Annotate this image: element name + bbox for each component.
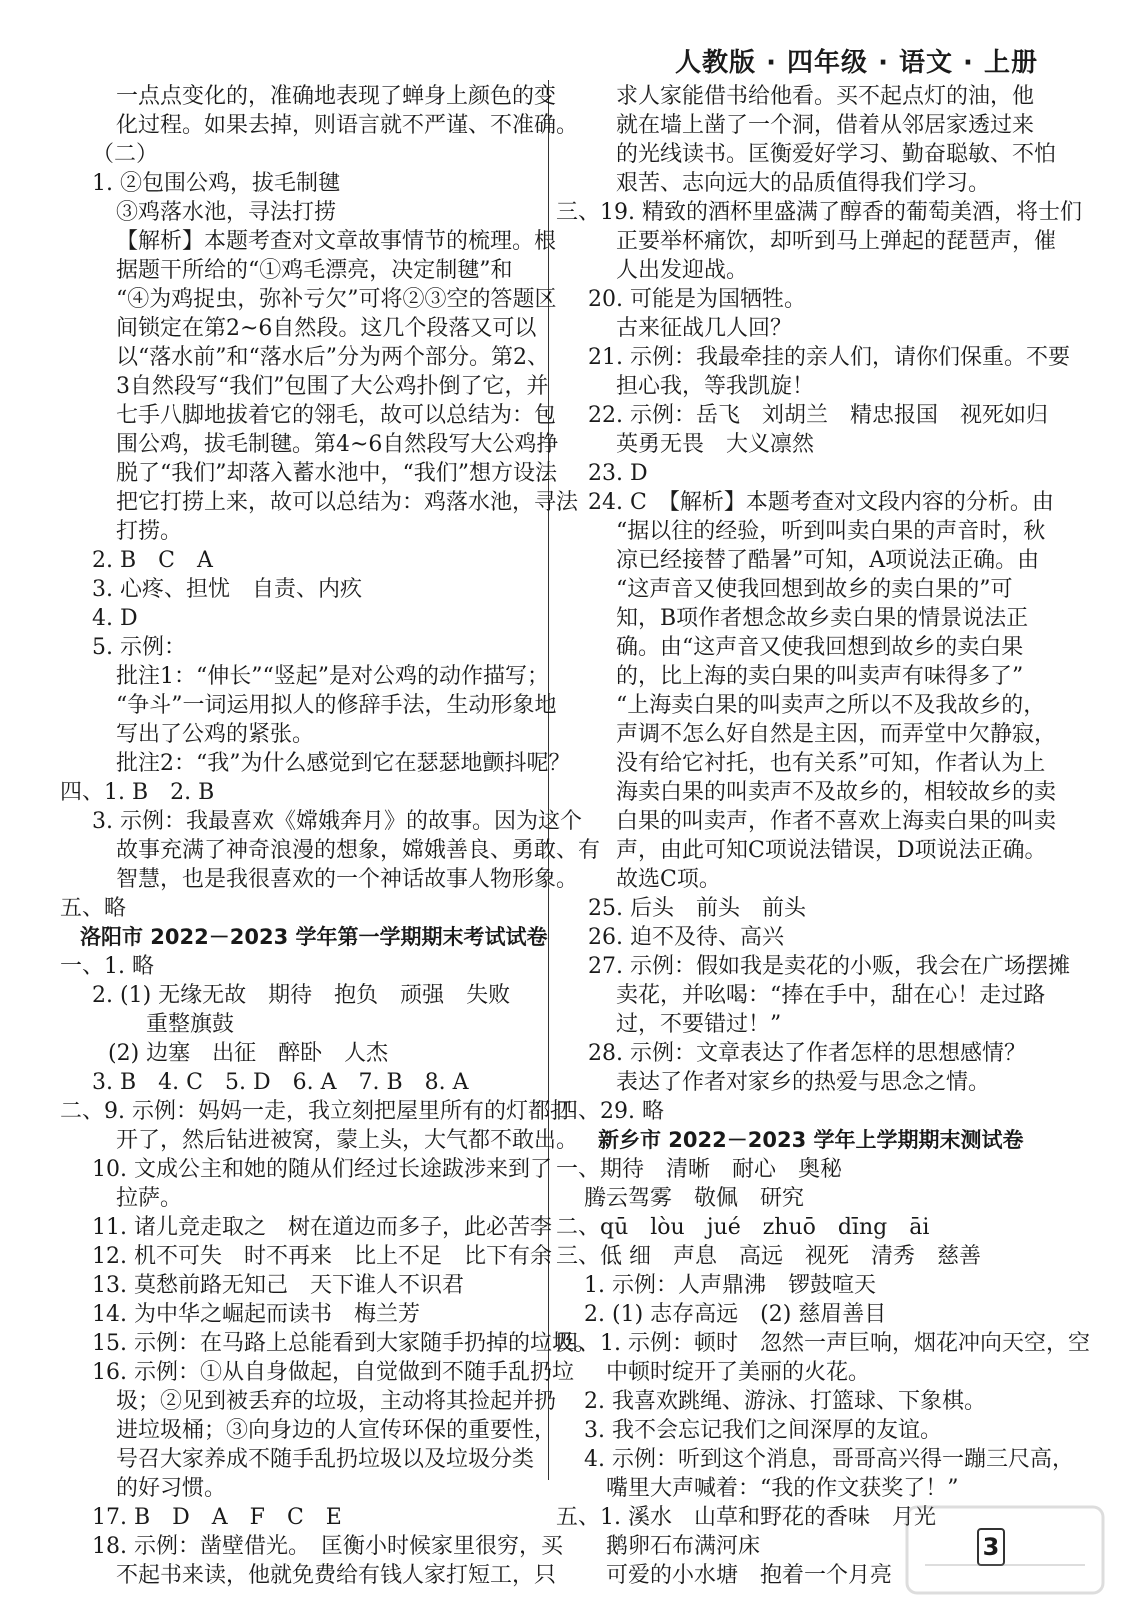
text-line: 26. 迫不及待、高兴 — [588, 925, 784, 950]
text-line: 13. 莫愁前路无知己 天下谁人不识君 — [92, 1273, 464, 1298]
text-line: 声调不怎么好自然是主因，而弄堂中欠静寂， — [616, 722, 1057, 747]
text-line: 三、低 细 声息 高远 视死 清秀 慈善 — [556, 1244, 981, 1269]
text-line: 1. ②包围公鸡，拔毛制毽 — [92, 171, 340, 196]
text-line: “据以往的经验，听到叫卖白果的声音时，秋 — [616, 519, 1046, 544]
text-line: 24. C 【解析】本题考查对文段内容的分析。由 — [588, 490, 1054, 515]
text-line: 2. 我喜欢跳绳、游泳、打篮球、下象棋。 — [584, 1389, 986, 1414]
text-line: 把它打捞上来，故可以总结为：鸡落水池，寻法 — [116, 490, 579, 515]
text-line: 二、qū lòu jué zhuō dīng āi — [556, 1215, 930, 1240]
text-line: 七手八脚地拔着它的翎毛，故可以总结为：包 — [116, 403, 557, 428]
text-line: 一、1. 略 — [60, 954, 154, 979]
text-line: 20. 可能是为国牺牲。 — [588, 287, 806, 312]
text-line: 人出发迎战。 — [616, 258, 749, 283]
text-line: “④为鸡捉虫，弥补亏欠”可将②③空的答题区 — [116, 287, 557, 312]
text-line: 【解析】本题考查对文章故事情节的梳理。根 — [116, 229, 557, 254]
text-line: 4. D — [92, 606, 138, 631]
text-line: 11. 诸儿竞走取之 树在道边而多子，此必苦李 — [92, 1215, 552, 1240]
text-line: 没有给它衬托，也有关系”可知，作者认为上 — [616, 751, 1046, 776]
text-line: 就在墙上凿了一个洞，借着从邻居家透过来 — [616, 113, 1035, 138]
text-line: 中顿时绽开了美丽的火花。 — [606, 1360, 871, 1385]
text-line: 的好习惯。 — [116, 1476, 227, 1501]
text-line: 白果的叫卖声，作者不喜欢上海卖白果的叫卖 — [616, 809, 1057, 834]
text-line: 智慧，也是我很喜欢的一个神话故事人物形象。 — [116, 867, 579, 892]
text-line: 艰苦、志向远大的品质值得我们学习。 — [616, 171, 991, 196]
text-line: 四、1. 示例：顿时 忽然一声巨响，烟花冲向天空，空 — [556, 1331, 1090, 1356]
text-line: 不起书来读，他就免费给有钱人家打短工，只 — [116, 1563, 557, 1588]
text-line: 2. B C A — [92, 548, 213, 573]
text-line: 5. 示例： — [92, 635, 186, 660]
text-line: 号召大家养成不随手乱扔垃圾以及垃圾分类 — [116, 1447, 535, 1472]
text-line: 可爱的小水塘 抱着一个月亮 — [606, 1563, 893, 1588]
text-line: 知，B项作者想念故乡卖白果的情景说法正 — [616, 606, 1029, 631]
text-line: 18. 示例：凿壁借光。 匡衡小时候家里很穷，买 — [92, 1534, 563, 1559]
text-line: 凉已经接替了酷暑”可知，A项说法正确。由 — [616, 548, 1040, 573]
text-line: 卖花，并吆喝：“捧在手中，甜在心！走过路 — [616, 983, 1046, 1008]
text-line: “这声音又使我回想到故乡的卖白果的”可 — [616, 577, 1013, 602]
text-line: (2) 边塞 出征 醉卧 人杰 — [108, 1041, 389, 1066]
text-line: 一、期待 清晰 耐心 奥秘 — [556, 1157, 843, 1182]
text-line: 27. 示例：假如我是卖花的小贩，我会在广场摆摊 — [588, 954, 1070, 979]
text-line: 22. 示例：岳飞 刘胡兰 精忠报国 视死如归 — [588, 403, 1048, 428]
text-line: 写出了公鸡的紧张。 — [116, 722, 315, 747]
book-header: 人教版 · 四年级 · 语文 · 上册 — [675, 48, 1038, 78]
text-line: 16. 示例：①从自身做起，自觉做到不随手乱扔垃 — [92, 1360, 574, 1385]
text-line: 17. B D A F C E — [92, 1505, 342, 1530]
text-line: 正要举杯痛饮，却听到马上弹起的琵琶声，催 — [616, 229, 1057, 254]
text-line: 古来征战几人回？ — [616, 316, 793, 341]
text-line: 腾云驾雾 敬佩 研究 — [584, 1186, 805, 1211]
text-line: 打捞。 — [116, 519, 183, 544]
text-line: 一点点变化的，准确地表现了蝉身上颜色的变 — [116, 84, 557, 109]
text-line: “上海卖白果的叫卖声之所以不及我故乡的， — [616, 693, 1046, 718]
text-line: 2. (1) 无缘无故 期待 抱负 顽强 失败 — [92, 983, 511, 1008]
text-line: 10. 文成公主和她的随从们经过长途跋涉来到了 — [92, 1157, 552, 1182]
text-line: 化过程。如果去掉，则语言就不严谨、不准确。 — [116, 113, 579, 138]
text-line: 五、1. 溪水 山草和野花的香味 月光 — [556, 1505, 936, 1530]
page-number: 3 — [977, 1528, 1005, 1566]
watermark-logo — [905, 1505, 1105, 1595]
text-line: 以“落水前”和“落水后”分为两个部分。第2、 — [116, 345, 549, 370]
text-line: 的光线读书。匡衡爱好学习、勤奋聪敏、不怕 — [616, 142, 1057, 167]
text-line: 28. 示例：文章表达了作者怎样的思想感情？ — [588, 1041, 1026, 1066]
text-line: 嘴里大声喊着：“我的作文获奖了！” — [606, 1476, 959, 1501]
text-line: 四、1. B 2. B — [60, 780, 215, 805]
text-line: 12. 机不可失 时不再来 比上不足 比下有余 — [92, 1244, 552, 1269]
text-line: 故事充满了神奇浪漫的想象，嫦娥善良、勇敢、有 — [116, 838, 601, 863]
text-line: 3自然段写“我们”包围了大公鸡扑倒了它，并 — [116, 374, 549, 399]
text-line: 进垃圾桶；③向身边的人宣传环保的重要性， — [116, 1418, 557, 1443]
text-line: 15. 示例：在马路上总能看到大家随手扔掉的垃圾。 — [92, 1331, 596, 1356]
text-line: 3. 示例：我最喜欢《嫦娥奔月》的故事。因为这个 — [92, 809, 582, 834]
text-line: 故选C项。 — [616, 867, 721, 892]
text-line: ③鸡落水池，寻法打捞 — [116, 200, 337, 225]
text-line: 求人家能借书给他看。买不起点灯的油，他 — [616, 84, 1035, 109]
text-line: 过，不要错过！” — [616, 1012, 782, 1037]
text-line: 4. 示例：听到这个消息，哥哥高兴得一蹦三尺高， — [584, 1447, 1074, 1472]
text-line: 确。由“这声音又使我回想到故乡的卖白果 — [616, 635, 1024, 660]
section-title: 新乡市 2022－2023 学年上学期期末测试卷 — [598, 1128, 1024, 1152]
section-title: 洛阳市 2022－2023 学年第一学期期末考试试卷 — [80, 925, 548, 949]
text-line: 二、9. 示例：妈妈一走，我立刻把屋里所有的灯都打 — [60, 1099, 572, 1124]
text-line: 圾；②见到被丢弃的垃圾，主动将其捡起并扔 — [116, 1389, 557, 1414]
text-line: 14. 为中华之崛起而读书 梅兰芳 — [92, 1302, 420, 1327]
text-line: 开了，然后钻进被窝，蒙上头，大气都不敢出。 — [116, 1128, 579, 1153]
text-line: 担心我，等我凯旋！ — [616, 374, 815, 399]
text-line: 声，由此可知C项说法错误，D项说法正确。 — [616, 838, 1047, 863]
text-line: 海卖白果的叫卖声不及故乡的，相较故乡的卖 — [616, 780, 1057, 805]
text-line: 批注2：“我”为什么感觉到它在瑟瑟地颤抖呢？ — [116, 751, 571, 776]
text-line: 1. 示例：人声鼎沸 锣鼓喧天 — [584, 1273, 876, 1298]
text-line: 21. 示例：我最牵挂的亲人们，请你们保重。不要 — [588, 345, 1070, 370]
text-line: “争斗”一词运用拟人的修辞手法，生动形象地 — [116, 693, 557, 718]
text-line: 四、29. 略 — [556, 1099, 664, 1124]
text-line: 英勇无畏 大义凛然 — [616, 432, 815, 457]
text-line: 23. D — [588, 461, 648, 486]
text-line: 2. (1) 志存高远 (2) 慈眉善目 — [584, 1302, 887, 1327]
text-line: 拉萨。 — [116, 1186, 183, 1211]
text-line: （二） — [92, 142, 159, 167]
text-line: 据题干所给的“①鸡毛漂亮，决定制毽”和 — [116, 258, 513, 283]
text-line: 鹅卵石布满河床 — [606, 1534, 761, 1559]
text-line: 脱了“我们”却落入蓄水池中，“我们”想方设法 — [116, 461, 557, 486]
text-line: 三、19. 精致的酒杯里盛满了醇香的葡萄美酒，将士们 — [556, 200, 1082, 225]
text-line: 的，比上海的卖白果的叫卖声有味得多了” — [616, 664, 1024, 689]
text-line: 25. 后头 前头 前头 — [588, 896, 806, 921]
text-line: 重整旗鼓 — [146, 1012, 235, 1037]
text-line: 3. B 4. C 5. D 6. A 7. B 8. A — [92, 1070, 469, 1095]
text-line: 3. 心疼、担忧 自责、内疚 — [92, 577, 362, 602]
text-line: 间锁定在第2~6自然段。这几个段落又可以 — [116, 316, 537, 341]
text-line: 表达了作者对家乡的热爱与思念之情。 — [616, 1070, 991, 1095]
text-line: 围公鸡，拔毛制毽。第4~6自然段写大公鸡挣 — [116, 432, 559, 457]
text-line: 批注1：“伸长”“竖起”是对公鸡的动作描写； — [116, 664, 549, 689]
text-line: 3. 我不会忘记我们之间深厚的友谊。 — [584, 1418, 942, 1443]
text-line: 五、略 — [60, 896, 127, 921]
